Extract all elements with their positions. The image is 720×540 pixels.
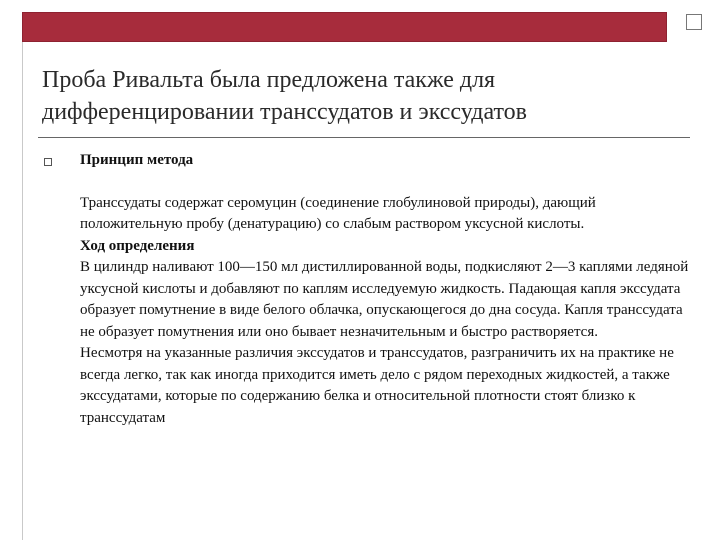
principle-text: Транссудаты содержат серомуцин (соединение глобулиновой природы), дающий положительную пробу (денатурацию) со слабым раствором уксусной кислоты. xyxy=(80,194,596,232)
corner-square xyxy=(686,14,702,30)
slide-body xyxy=(80,150,690,429)
principle-heading: Принцип метода xyxy=(80,152,194,168)
spacer xyxy=(80,172,690,193)
header-band xyxy=(22,12,667,42)
procedure-heading: Ход определения xyxy=(80,237,195,254)
slide-title: Проба Ривальта была предложена также для дифференцировании транссудатов и экссудатов xyxy=(42,67,527,125)
bullet-square-icon xyxy=(44,158,52,166)
note-text: Несмотря на указанные различия экссудатов и транссудатов, разграничить их на практике не всегда легко, так как иногда приходится иметь дело с рядом переходных жидкостей, а также экссудатами, которые по содержанию белка и относительной плотности стоят близко к транссудатам xyxy=(80,345,674,426)
title-divider xyxy=(38,137,690,138)
procedure-text: В цилиндр наливают 100—150 мл дистиллированной воды, подкисляют 2—3 каплями ледяной уксусной кислоты и добавляют по каплям исследуемую жидкость. Падающая капля экссудата образует помутнение в виде белого облачка, опускающегося до дна сосуда. Капля транссудата не образует помутнения или оно бывает незначительным и быстро растворяется. xyxy=(80,259,689,340)
left-border-line xyxy=(22,42,23,540)
